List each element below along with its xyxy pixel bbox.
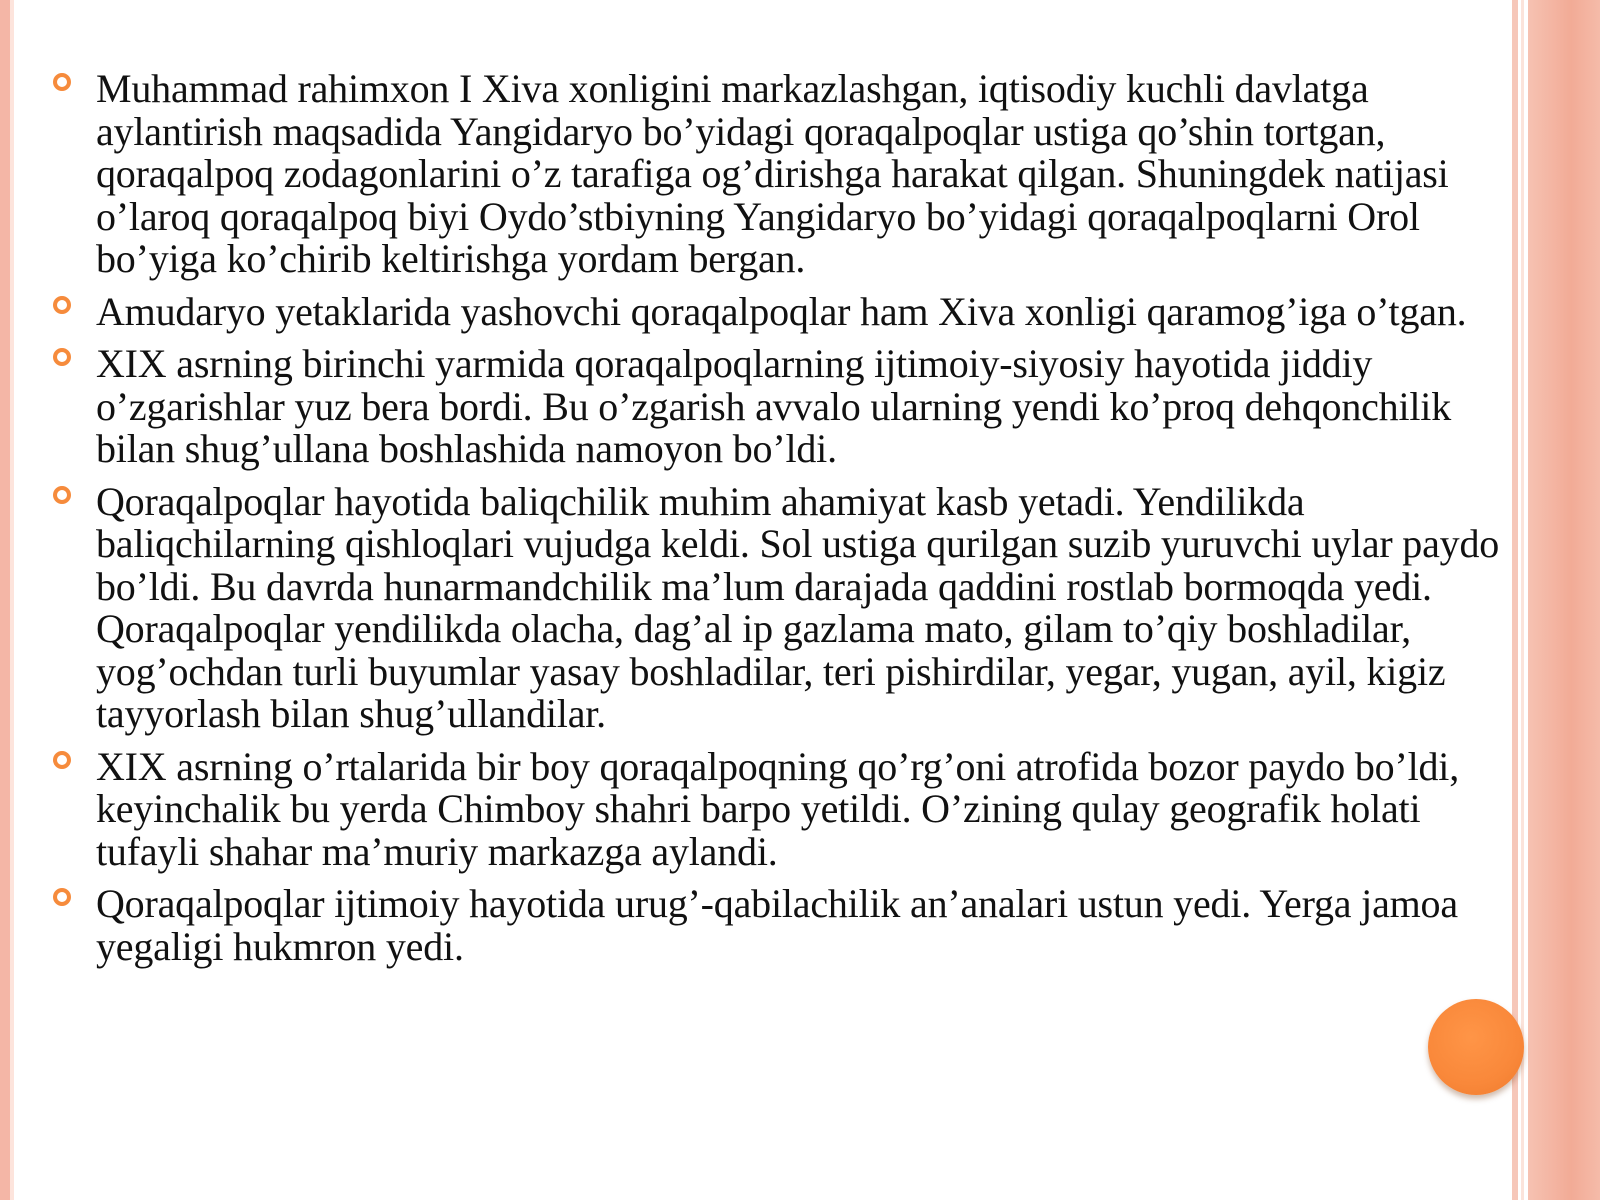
left-decorative-stripe	[0, 0, 10, 1200]
ring-bullet-icon	[52, 295, 72, 315]
ring-bullet-icon	[52, 72, 72, 92]
bullet-text: Amudaryo yetaklarida yashovchi qoraqalpoqlar ham Xiva xonligi qaramog’iga o’tgan.	[96, 288, 1467, 334]
list-item	[50, 343, 1510, 471]
ring-bullet-icon	[52, 887, 72, 907]
bullet-text: Muhammad rahimxon I Xiva xonligini markazlashgan, iqtisodiy kuchli davlatga aylantirish maqsadida Yangidaryo bo’yidagi qoraqalpoqlar ustiga qo’shin tortgan, qoraqalpoq zodagonlarini o’z tarafiga og’dirishga harakat qilgan. Shuningdek natijasi o’laroq qoraqalpoq biyi Oydo’stbiyning Yangidaryo bo’yidagi qoraqalpoqlarni Orol bo’yiga ko’chirib keltirishga yordam bergan.	[96, 66, 1449, 281]
list-item	[50, 743, 1510, 874]
list-item	[50, 478, 1510, 736]
ring-bullet-icon	[52, 750, 72, 770]
left-decorative-stripe-inner	[10, 0, 14, 1200]
bullet-text: XIX asrning birinchi yarmida qoraqalpoqlarning ijtimoiy-siyosiy hayotida jiddiy o’zgarishlar yuz bera bordi. Bu o’zgarish avvalo ularning yendi ko’proq dehqonchilik bilan shug’ullana boshlashida namoyon bo’ldi.	[96, 341, 1452, 471]
orange-circle-decoration	[1428, 999, 1524, 1095]
bullet-text: XIX asrning o’rtalarida bir boy qoraqalpoqning qo’rg’oni atrofida bozor paydo bo’ldi, keyinchalik bu yerda Chimboy shahri barpo yetildi. O’zining qulay geografik holati tufayli shahar ma’muriy markazga aylandi.	[96, 743, 1460, 874]
bullet-text: Qoraqalpoqlar ijtimoiy hayotida urug’-qabilachilik an’analari ustun yedi. Yerga jamoa yegaligi hukmron yedi.	[96, 881, 1458, 969]
bullet-list	[50, 68, 1510, 978]
right-decorative-band	[1528, 0, 1600, 1200]
list-item	[50, 883, 1510, 968]
list-item	[50, 68, 1510, 281]
ring-bullet-icon	[52, 347, 72, 367]
ring-bullet-icon	[52, 485, 72, 505]
list-item	[50, 288, 1510, 334]
bullet-text: Qoraqalpoqlar hayotida baliqchilik muhim ahamiyat kasb yetadi. Yendilikda baliqchilarning qishloqlari vujudga keldi. Sol ustiga qurilgan suzib yuruvchi uylar paydo bo’ldi. Bu davrda hunarmandchilik ma’lum darajada qaddini rostlab bormoqda yedi. Qoraqalpoqlar yendilikda olacha, dag’al ip gazlama mato, gilam to’qiy boshladilar, yog’ochdan turli buyumlar yasay boshladilar, teri pishirdilar, yegar, yugan, ayil, kigiz tayyorlash bilan shug’ullandilar.	[96, 478, 1500, 736]
right-decorative-line-light	[1521, 0, 1524, 1200]
